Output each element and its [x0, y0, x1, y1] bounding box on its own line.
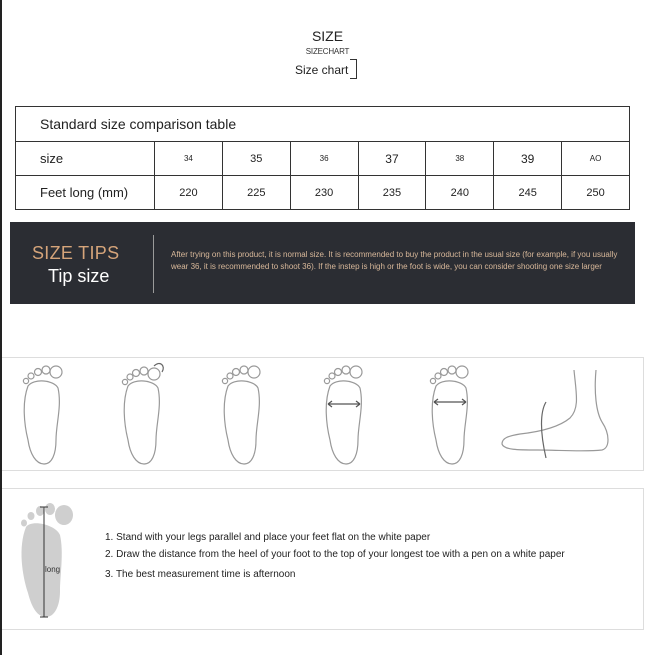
size-cell: AO: [562, 142, 630, 176]
tips-subtitle: Tip size: [48, 266, 110, 286]
length-cell: 220: [155, 176, 223, 210]
table-row-feet: [16, 176, 630, 210]
table-row-size: [16, 142, 630, 176]
tips-divider: [153, 235, 154, 293]
size-cell: 36: [290, 142, 358, 176]
length-cell: 235: [358, 176, 426, 210]
foot-outline-icon: [18, 362, 66, 466]
tips-text: After trying on this product, it is normal size. It is recommended to buy the product in the usual size (for example, if you usually wear 36, it is recommended to shoot 36). If the instep is high or the foot is wide, you can consider shooting one size larger: [171, 250, 618, 271]
table-heading-row: [16, 107, 630, 142]
measurement-panel: [2, 488, 644, 630]
measure-step-1: 1. Stand with your legs parallel and place your feet flat on the white paper: [105, 532, 431, 543]
measure-step-2: 2. Draw the distance from the heel of your foot to the top of your longest toe with a pen on a white paper: [105, 549, 565, 560]
measure-step-3: 3. The best measurement time is afternoon: [105, 569, 296, 580]
foot-width-arrows-icon: [426, 362, 474, 466]
table-heading: Standard size comparison table: [16, 107, 630, 142]
page-subtitle: SIZECHART: [305, 47, 350, 56]
row-label-size: size: [16, 142, 155, 176]
size-cell: 38: [426, 142, 494, 176]
size-tips-banner: [10, 222, 635, 304]
size-chart-label: Size chart: [295, 63, 349, 77]
length-cell: 245: [494, 176, 562, 210]
size-cell: 34: [155, 142, 223, 176]
size-cell: 39: [494, 142, 562, 176]
length-cell: 250: [562, 176, 630, 210]
foot-illustrations: [2, 357, 644, 471]
tips-title: SIZE TIPS: [32, 243, 120, 263]
page-title: SIZE: [311, 28, 344, 44]
length-cell: 230: [290, 176, 358, 210]
size-cell: 37: [358, 142, 426, 176]
long-label: long: [45, 565, 61, 574]
size-cell: 35: [222, 142, 290, 176]
length-cell: 240: [426, 176, 494, 210]
size-table: [15, 106, 630, 210]
length-cell: 225: [222, 176, 290, 210]
row-label-feet: Feet long (mm): [16, 176, 155, 210]
bracket-decoration: [350, 59, 357, 79]
foot-outline-icon: [218, 362, 266, 466]
foot-width-arrows-icon: [320, 362, 368, 466]
foot-side-instep-icon: [498, 362, 616, 466]
footprint-icon: [14, 497, 80, 621]
foot-toe-arrow-icon: [118, 362, 170, 466]
